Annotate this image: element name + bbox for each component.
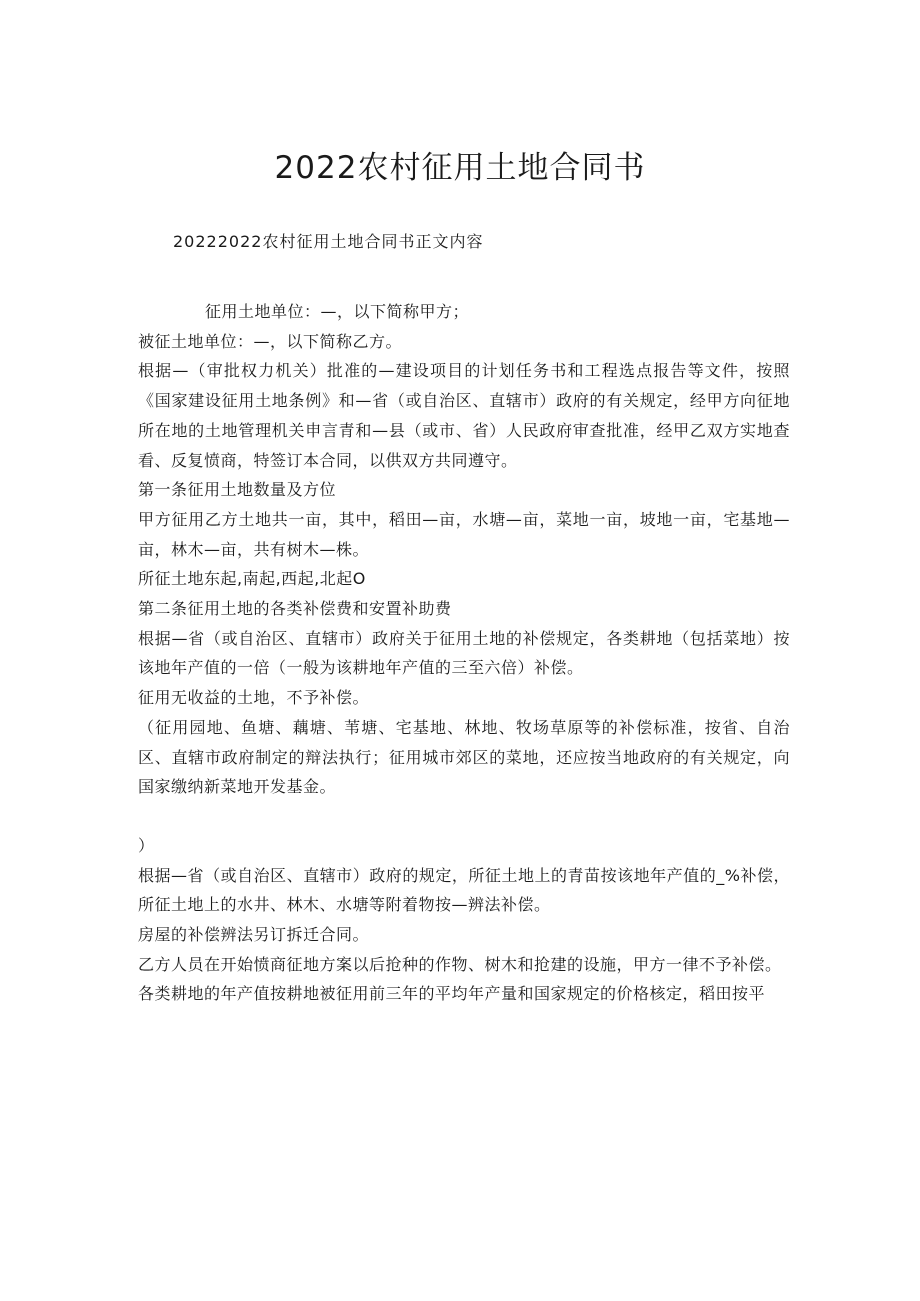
paragraph-land-boundary: 所征土地东起,南起,西起,北起O [138, 569, 366, 589]
paragraph-other-standards: （征用园地、鱼塘、藕塘、苇塘、宅基地、林地、牧场草原等的补偿标准，按省、自治区、直辖市政府制定的辩法执行；征用城市郊区的菜地，还应按当地政府的有关规定，向国家缴纳新菜地开发基金。 [138, 717, 790, 797]
paragraph-annual-value: 各类耕地的年产值按耕地被征用前三年的平均年产量和国家规定的价格核定，稻田按平 [138, 984, 766, 1004]
document-title: 2022农村征用土地合同书 [274, 150, 646, 186]
paragraph-closing-bracket: ） [138, 835, 155, 855]
article-2-heading: 第二条征用土地的各类补偿费和安置补助费 [138, 599, 452, 619]
document-body [138, 297, 790, 1009]
paragraph-party-b: 被征土地单位：—，以下简称乙方。 [138, 331, 403, 351]
paragraph-crop-compensation: 根据—省（或自治区、直辖市）政府的规定，所征土地上的青苗按该地年产值的_%补偿，所征土地上的水井、林木、水塘等附着物按—辨法补偿。 [138, 865, 790, 915]
paragraph-house-compensation: 房屋的补偿辨法另订拆迁合同。 [138, 925, 370, 945]
paragraph-party-a: 征用土地单位：—，以下简称甲方； [205, 302, 470, 321]
paragraph-basis: 根据—（审批权力机关）批准的—建设项目的计划任务书和工程选点报告等文件，按照《国家建设征用土地条例》和—省（或自治区、直辖市）政府的有关规定，经甲方向征地所在地的土地管理机关申言青和—县（或市、省）人民政府审查批准，经甲乙双方实地查看、反复愤商，特签订本合同，以供双方共同遵守。 [138, 361, 790, 470]
paragraph-land-quantity: 甲方征用乙方土地共一亩，其中，稻田—亩，水塘—亩，菜地一亩，坡地一亩，宅基地—亩，林木—亩，共有树木—株。 [138, 509, 790, 559]
paragraph-compensation-rule: 根据—省（或自治区、直辖市）政府关于征用土地的补偿规定，各类耕地（包括菜地）按该地年产值的一倍（一般为该耕地年产值的三至六倍）补偿。 [138, 628, 790, 678]
article-1-heading: 第一条征用土地数量及方位 [138, 480, 337, 500]
paragraph-no-rush-planting: 乙方人员在开始愤商征地方案以后抢种的作物、树木和抢建的设施，甲方一律不予补偿。 [138, 954, 782, 974]
paragraph-no-compensation: 征用无收益的土地，不予补偿。 [138, 688, 370, 708]
document-subtitle: 20222022农村征用土地合同书正文内容 [173, 232, 484, 251]
